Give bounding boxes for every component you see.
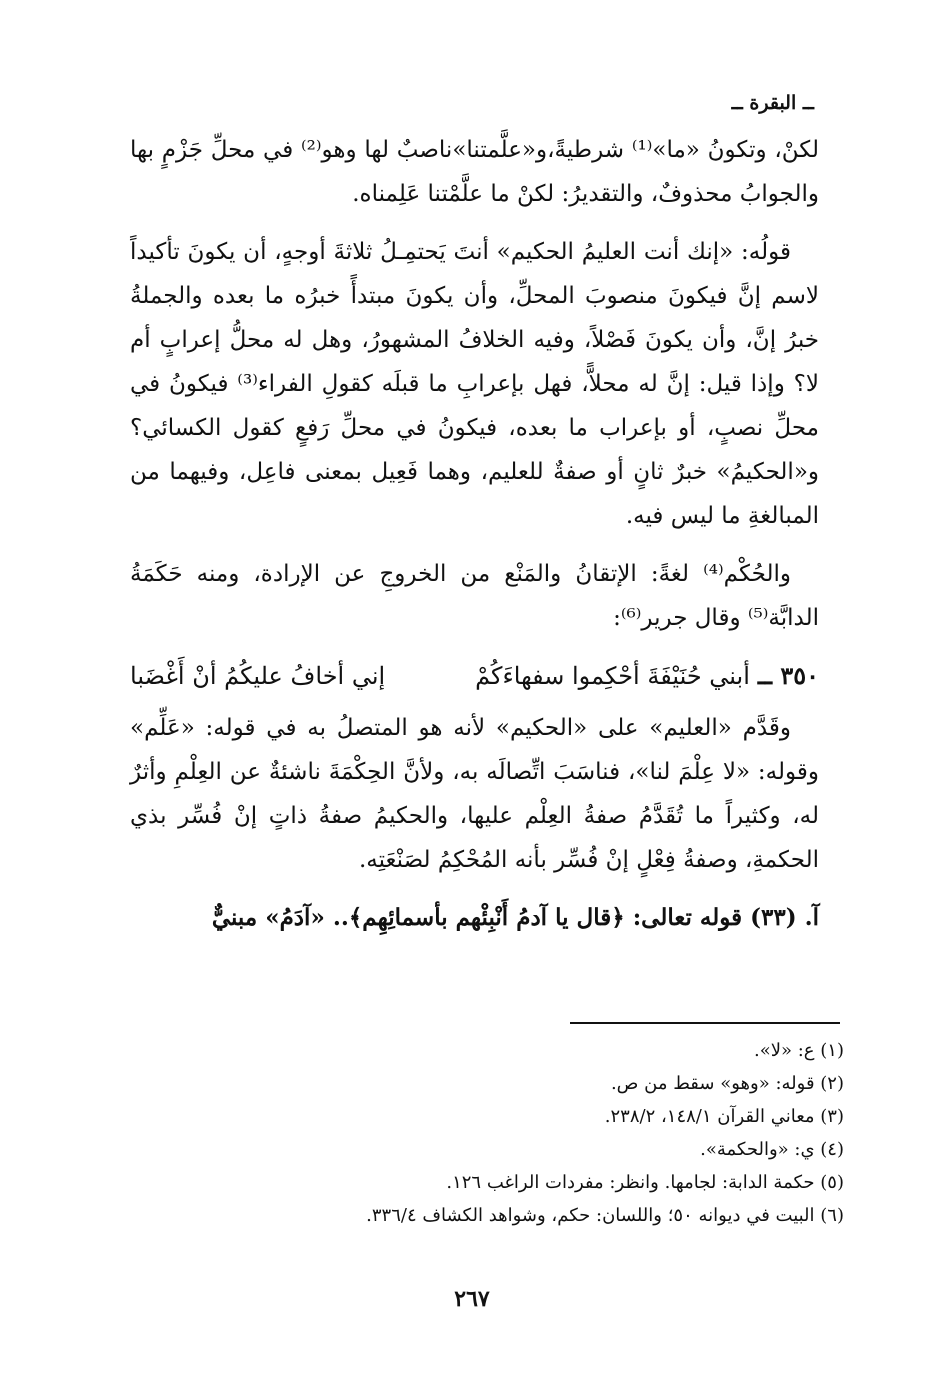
footnotes: [150, 1034, 844, 1232]
main-text: [130, 128, 819, 940]
footnote-2: (٢) قوله: «وهو» سقط من ص.: [610, 1073, 844, 1094]
running-head: ــ البقرة ــ: [731, 92, 814, 114]
paragraph-1: لكنْ، وتكونُ «ما»⁽¹⁾ شرطيةً،و«علَّمتنا»ناصبٌ لها وهو⁽²⁾ في محلِّ جَزْمٍ بها والجوابُ محذوفٌ، والتقديرُ: لكنْ ما علَّمْتنا عَلِمناه.: [130, 137, 819, 207]
footnote-5: (٥) حكمة الدابة: لجامها. وانظر: مفردات الراغب ١٢٦.: [446, 1172, 844, 1193]
poetry-verse: [130, 654, 819, 698]
paragraph-4: وقَدَّم «العليم» على «الحكيم» لأنه هو المتصلُ به في قوله: «عَلِّم» وقوله: «لا عِلْمَ لنا»، فناسَبَ اتِّصالَه به، ولأنَّ الحِكْمَةَ ناشئةٌ عن العِلْمِ وأثرٌ له، وكثيراً ما تُقَدَّمُ صفةُ العِلْم عليها، والحكيمُ صفةُ ذاتٍ إنْ فُسِّر بذي الحكمةِ، وصفةُ فِعْلٍ إنْ فُسِّر بأنه المُحْكِمُ لصَنْعَتِه.: [130, 715, 819, 873]
footnote-4: (٤) ي: «والحكمة».: [700, 1139, 844, 1160]
paragraph-3: والحُكْم⁽⁴⁾ لغةً: الإتقانُ والمَنْع من الخروجِ عن الإرادة، ومنه حَكَمَةُ الدابَّة⁽⁵⁾ وقال جرير⁽⁶⁾:: [130, 561, 819, 631]
footnote-separator: [570, 1022, 840, 1024]
page-number: ٢٦٧: [454, 1286, 490, 1312]
footnote-1: (١) ع: «لا».: [754, 1040, 844, 1061]
verse-first-part: [475, 654, 819, 698]
footnote-3: (٣) معاني القرآن ١٤٨/١، ٢٣٨/٢.: [604, 1106, 844, 1127]
verse-second-hemistich: إني أخافُ عليكُمُ أنْ أَغْضَبا: [130, 662, 386, 690]
verse-number: ٣٥٠ ــ: [757, 661, 819, 690]
paragraph-2: قولُه: «إنك أنت العليمُ الحكيم» أنتَ يَحتمِـلُ ثلاثةَ أوجهٍ، أن يكونَ تأكيداً لاسم إنَّ فيكونَ منصوبَ المحلِّ، وأن يكونَ مبتدأً خبرُه ما بعده والجملةُ خبرُ إنَّ، وأن يكونَ فَصْلاً، وفيه الخلافُ المشهورُ، وهل له محلُّ إعرابٍ أم لا؟ وإذا قيل: إنَّ له محلاًّ، فهل بإعرابِ ما قبلَه كقولِ الفراء⁽³⁾ فيكونُ في محلِّ نصبٍ، أو بإعراب ما بعده، فيكونُ في محلِّ رَفعٍ كقول الكسائي؟ و«الحكيمُ» خبرٌ ثانٍ أو صفةٌ للعليم، وهما فَعِيل بمعنى فاعِل، وفيهما من المبالغةِ ما ليس فيه.: [130, 239, 819, 529]
footnote-6: (٦) البيت في ديوانه ٥٠؛ واللسان: حكم، وشواهد الكشاف ٣٣٦/٤.: [366, 1205, 844, 1226]
ayah-line: آ. (٣٣) قوله تعالى: ﴿قال يا آدمُ أَنْبِئْهم بأسمائِهِم﴾.. «آدَمُ» مبنيٌّ: [211, 904, 819, 931]
verse-first-hemistich: أبني حُنَيْفَةَ أحْكِموا سفهاءَكُمْ: [475, 662, 750, 690]
